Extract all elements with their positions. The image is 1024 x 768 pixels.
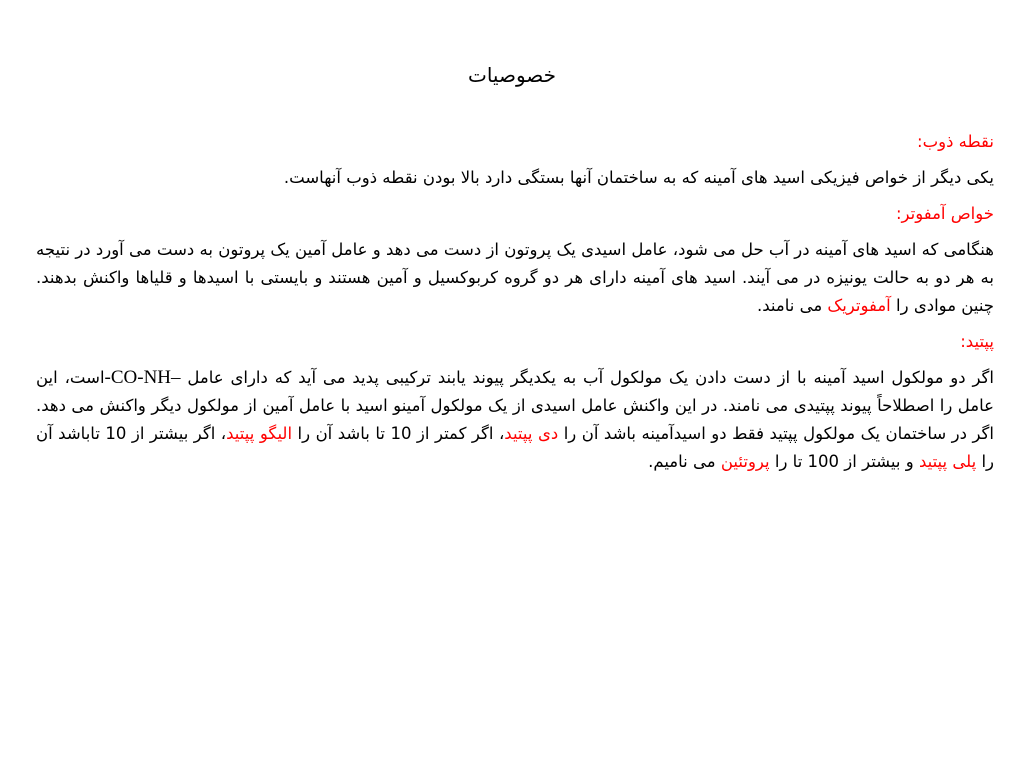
- peptide-text-1: اگر دو مولکول اسید آمینه با از دست دادن یک مولکول آب به یکدیگر پیوند یابند ترکیبی پدید می آید که دارای عامل: [187, 368, 994, 387]
- term-polypeptide: پلی پپتید: [918, 452, 977, 471]
- paragraph-peptide: [36, 364, 994, 476]
- paragraph-melting-point: یکی دیگر از خواص فیزیکی اسید های آمینه که به ساختمان آنها بستگی دارد بالا بودن نقطه ذوب آنهاست.: [283, 168, 994, 187]
- heading-melting-point: نقطه ذوب:: [917, 132, 994, 151]
- slide-title: خصوصیات: [468, 63, 556, 87]
- amphoteric-text-1: هنگامی که اسید های آمینه در آب حل می شود، عامل اسیدی یک پروتون از دست می دهد و عامل آمین یک پروتون به دست می آورد در نتیجه به هر دو به حالت یونیزه در می آیند. اسید های آمینه دارای هر دو گروه کربوکسیل و آمین هستند و بایستی با اسیدها و قلیاها واکنش بدهند. چنین موادی را: [36, 240, 994, 315]
- amphoteric-text-2: می نامند.: [756, 296, 823, 315]
- heading-peptide: پپتید:: [960, 332, 994, 351]
- peptide-text-6: می نامیم.: [648, 452, 716, 471]
- term-amphoteric: آمفوتریک: [827, 296, 891, 315]
- peptide-text-5: و بیشتر از 100 تا را: [774, 452, 914, 471]
- peptide-text-4: ، اگر بیشتر از 10 تاباشد آن را: [36, 424, 994, 471]
- term-dipeptide: دی پپتید: [504, 424, 559, 443]
- peptide-text-3: ، اگر کمتر از 10 تا باشد آن را: [297, 424, 505, 443]
- slide-content: [36, 128, 994, 484]
- paragraph-amphoteric: [36, 236, 994, 320]
- heading-amphoteric: خواص آمفوتر:: [895, 204, 994, 223]
- peptide-bond-formula: -CO-NH–: [104, 367, 181, 388]
- term-protein: پروتئین: [720, 452, 770, 471]
- term-oligopeptide: الیگو پپتید: [226, 424, 293, 443]
- peptide-text-2: است، این عامل را اصطلاحاً پیوند پپتیدی می نامند. در این واکنش عامل اسیدی از یک مولکول آمینو اسید با عامل آمین از مولکول دیگر واکنش می دهد. اگر در ساختمان یک مولکول پپتید فقط دو اسیدآمینه باشد آن را: [36, 368, 994, 443]
